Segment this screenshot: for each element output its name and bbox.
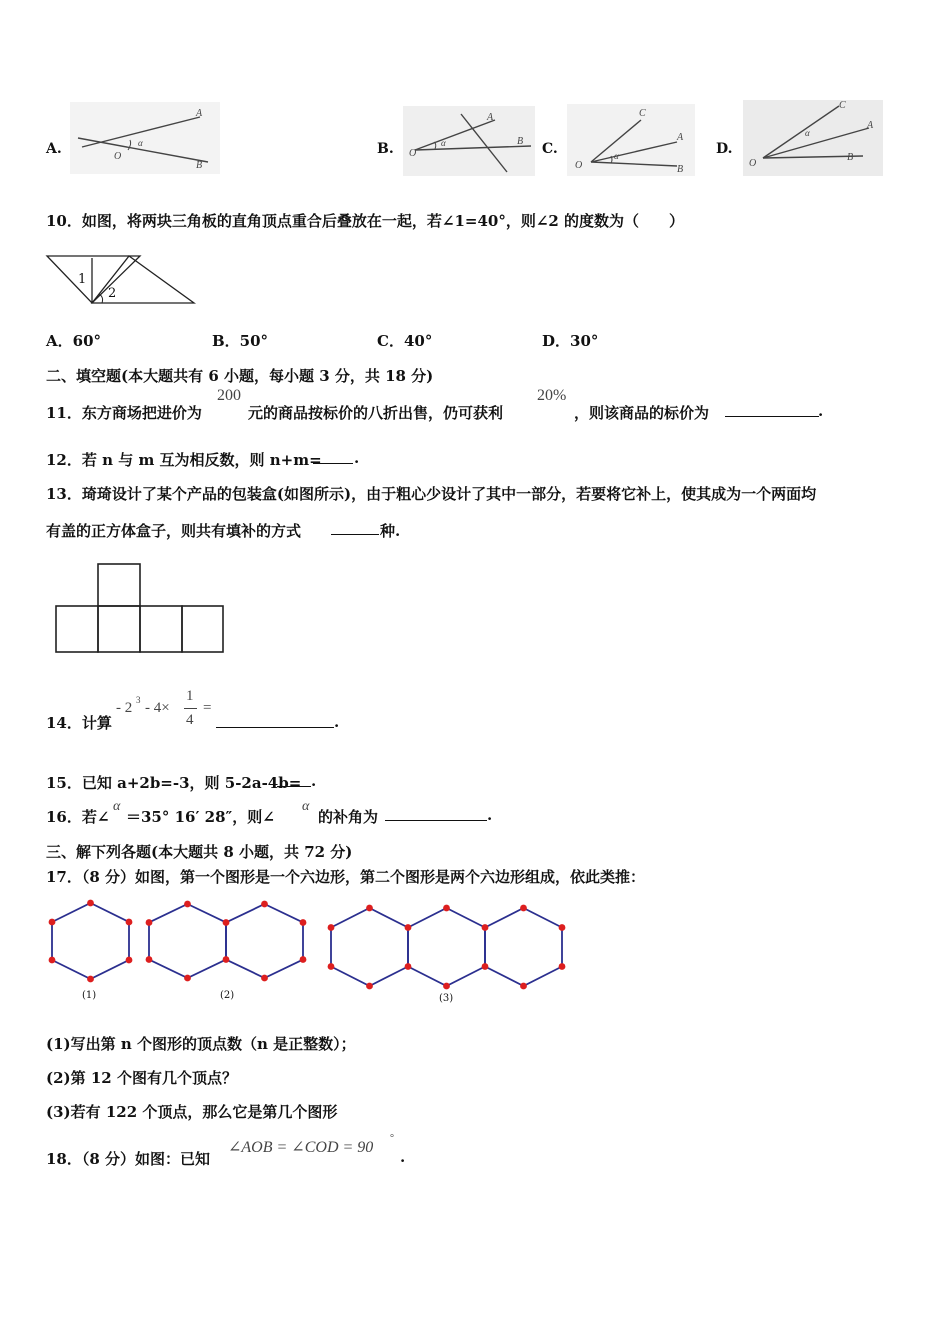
hexagon-outline — [408, 908, 485, 986]
q11-text-2: 元的商品按标价的八折出售，仍可获利 — [248, 404, 504, 422]
hexagon-vertex-dot — [520, 905, 527, 912]
hexagon-vertex-dot — [126, 957, 133, 964]
hexagon-vertex-dot — [49, 919, 56, 926]
q10-option-c: C．40° — [377, 332, 433, 350]
q12-text: 12．若 n 与 m 互为相反数，则 n+m= — [46, 451, 322, 469]
q14-answer-blank[interactable] — [216, 713, 334, 728]
q15-text: 15．已知 a+2b=-3，则 5-2a-4b= — [46, 774, 302, 792]
hexagon-vertex-dot — [405, 924, 412, 931]
q16-end: . — [487, 806, 493, 824]
q17-caption-1: (1) — [82, 990, 97, 1001]
q16-answer-blank[interactable] — [385, 806, 487, 821]
pt-b-a: A — [487, 112, 494, 123]
q17-text: 17．（8 分）如图，第一个图形是一个六边形，第二个图形是两个六边形组成，依此类推： — [46, 868, 646, 886]
q14-end: . — [334, 713, 340, 731]
hexagon-vertex-dot — [126, 919, 133, 926]
q14-exponent: 3 — [136, 695, 141, 705]
hexagon-vertex-dot — [146, 919, 153, 926]
q11-profit: 20% — [537, 387, 567, 404]
pt-a-o: O — [114, 151, 122, 162]
q16-alpha-2: α — [302, 799, 310, 814]
q17-subquestion-1: (1)写出第 n 个图形的顶点数（n 是正整数）； — [46, 1035, 356, 1053]
q11-end: . — [818, 402, 824, 420]
q13-text-end: 种. — [380, 522, 401, 540]
q11-answer-blank[interactable] — [725, 402, 819, 417]
section-2-heading: 二、填空题(本大题共有 6 小题，每小题 3 分，共 18 分) — [46, 367, 434, 385]
q18-text: 18．（8 分）如图：已知 — [46, 1150, 211, 1168]
q11-text-3: ，则该商品的标价为 — [574, 404, 710, 422]
q11-text-1: 11．东方商场把进价为 — [46, 404, 202, 422]
option-c-label: C. — [542, 141, 558, 157]
hexagon-vertex-dot — [405, 963, 412, 970]
q11-cost: 200 — [217, 387, 241, 404]
q16-text-3: 的补角为 — [318, 808, 379, 826]
option-d-label: D. — [716, 141, 733, 157]
q10-text: 10．如图，将两块三角板的直角顶点重合后叠放在一起，若∠1=40°，则∠2 的度数为（ ） — [46, 212, 685, 230]
hexagon-vertex-dot — [223, 919, 230, 926]
option-b-figure — [403, 106, 535, 176]
section-3-heading: 三、解下列各题(本大题共 8 小题，共 72 分) — [46, 843, 353, 861]
q18-expression: ∠AOB = ∠COD = 90 — [228, 1139, 374, 1156]
hexagon-vertex-dot — [300, 919, 307, 926]
hexagon-vertex-dot — [87, 976, 94, 983]
hexagon-outline — [485, 908, 562, 986]
hexagon-vertex-dot — [261, 975, 268, 982]
q16-text-2: ＝35° 16′ 28″，则∠ — [126, 808, 275, 826]
hexagon-vertex-dot — [366, 983, 373, 990]
q12-end: . — [354, 449, 360, 467]
hexagon-vertex-dot — [328, 963, 335, 970]
hexagon-vertex-dot — [559, 963, 566, 970]
option-c-figure — [567, 104, 695, 176]
q13-text-line1: 13．琦琦设计了某个产品的包装盒(如图所示)，由于粗心少设计了其中一部分，若要将它补上，使其成为一个两面均 — [46, 485, 817, 503]
hexagon-vertex-dot — [443, 905, 450, 912]
pt-b-alpha: α — [441, 138, 446, 148]
hexagon-vertex-dot — [87, 900, 94, 907]
pt-c-o: O — [575, 160, 583, 171]
q17-subquestion-3: (3)若有 122 个顶点，那么它是第几个图形 — [46, 1103, 338, 1121]
q10-angle-2: 2 — [108, 286, 117, 301]
hexagon-vertex-dot — [184, 975, 191, 982]
q18-end: . — [400, 1148, 406, 1166]
hexagon-outline — [52, 903, 129, 979]
pt-d-a: A — [867, 120, 874, 131]
hexagon-vertex-dot — [146, 956, 153, 963]
hexagon-outline — [331, 908, 408, 986]
pt-d-alpha: α — [805, 128, 810, 138]
pt-a-b: B — [196, 160, 203, 171]
q17-caption-3: (3) — [439, 993, 454, 1004]
q14-fraction-denominator: 4 — [186, 712, 194, 728]
hexagon-vertex-dot — [300, 956, 307, 963]
q13-box-net-figure — [54, 562, 226, 654]
hexagon-vertex-dot — [366, 905, 373, 912]
pt-a-a: A — [196, 108, 203, 119]
hexagon-vertex-dot — [184, 901, 191, 908]
option-a-label: A. — [46, 141, 62, 157]
q17-subquestion-2: (2)第 12 个图有几个顶点？ — [46, 1069, 237, 1087]
q18-degree: ° — [390, 1133, 394, 1144]
q13-text-line2: 有盖的正方体盒子，则共有填补的方式 — [46, 522, 302, 540]
hexagon-vertex-dot — [482, 963, 489, 970]
hexagon-vertex-dot — [443, 983, 450, 990]
q10-option-b: B．50° — [212, 332, 269, 350]
pt-c-a: A — [677, 132, 684, 143]
q14-expr-b: - 4× — [145, 700, 170, 716]
hexagon-outline — [149, 904, 226, 978]
q14-fraction-bar — [184, 708, 197, 709]
q14-equals: = — [203, 700, 212, 716]
hexagon-vertex-dot — [328, 924, 335, 931]
q14-expr-a: - 2 — [116, 700, 133, 716]
hexagon-outline — [226, 904, 303, 978]
q10-option-d: D．30° — [542, 332, 599, 350]
hexagon-vertex-dot — [49, 957, 56, 964]
hexagon-vertex-dot — [520, 983, 527, 990]
q15-end: . — [311, 772, 317, 790]
option-d-figure — [743, 100, 883, 176]
q16-text-1: 16．若∠ — [46, 808, 110, 826]
hexagon-vertex-dot — [223, 956, 230, 963]
pt-c-alpha: α — [614, 151, 619, 161]
q12-answer-blank[interactable] — [313, 449, 353, 464]
pt-b-b: B — [517, 136, 524, 147]
q14-label: 14．计算 — [46, 714, 112, 732]
pt-a-alpha: α — [138, 138, 143, 148]
pt-c-b: B — [677, 164, 684, 175]
hexagon-vertex-dot — [261, 901, 268, 908]
q13-answer-blank[interactable] — [331, 520, 379, 535]
pt-d-b: B — [847, 152, 854, 163]
q16-alpha-1: α — [113, 799, 121, 814]
pt-b-o: O — [409, 148, 417, 159]
q15-answer-blank[interactable] — [277, 772, 311, 787]
q10-figure — [44, 248, 198, 308]
q17-caption-2: (2) — [220, 990, 235, 1001]
q10-option-a: A．60° — [46, 332, 102, 350]
pt-d-c: C — [839, 100, 846, 111]
pt-c-c: C — [639, 108, 646, 119]
hexagon-vertex-dot — [559, 924, 566, 931]
option-b-label: B. — [377, 141, 394, 157]
hexagon-vertex-dot — [482, 924, 489, 931]
q10-angle-1: 1 — [78, 272, 87, 287]
pt-d-o: O — [749, 158, 757, 169]
q14-fraction-numerator: 1 — [186, 688, 194, 704]
option-a-figure — [70, 102, 220, 174]
